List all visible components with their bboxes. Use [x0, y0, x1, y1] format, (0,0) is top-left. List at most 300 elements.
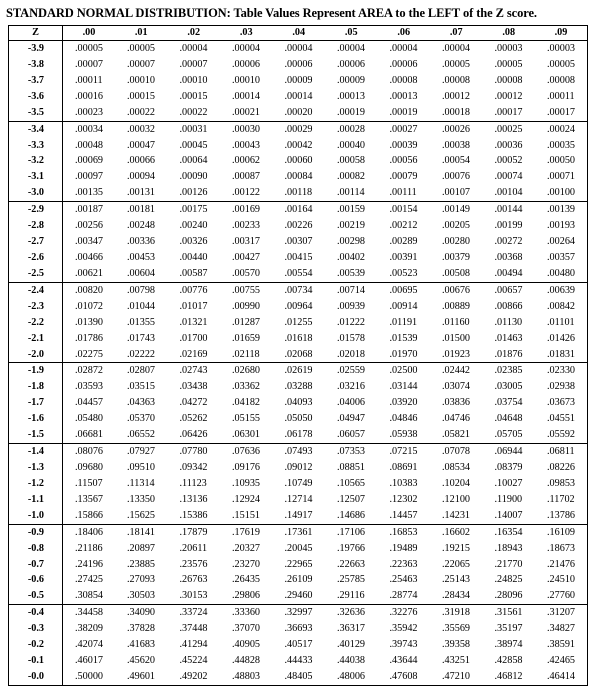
z-score-cell: -1.8 [9, 379, 63, 395]
area-value-cell: .00004 [284, 43, 313, 54]
area-value-cell: .00139 [535, 202, 588, 218]
area-value-cell: .00193 [535, 218, 588, 234]
area-value-cell: .00554 [273, 266, 326, 282]
area-value-cell: .00149 [442, 204, 471, 216]
column-header: .09 [535, 26, 588, 41]
area-value-cell: .02807 [127, 365, 156, 377]
area-value-cell: .08851 [337, 461, 366, 473]
area-value-cell: .35569 [442, 623, 471, 635]
area-value-cell: .16354 [494, 526, 523, 538]
table-row [9, 605, 588, 621]
area-value-cell: .35197 [494, 623, 523, 635]
area-value-cell: .00087 [232, 171, 261, 183]
area-value-cell: .00062 [232, 155, 261, 167]
area-value-cell: .07636 [232, 446, 261, 458]
area-value-cell: .04363 [127, 397, 156, 409]
area-value-cell: .23576 [179, 558, 208, 570]
table-row [9, 169, 588, 185]
area-value-cell: .00034 [75, 123, 104, 135]
area-value-cell: .00003 [494, 43, 523, 54]
area-value-cell: .00084 [284, 171, 313, 183]
area-value-cell: .48006 [325, 669, 378, 685]
area-value-cell: .05592 [535, 427, 588, 443]
column-header: .03 [220, 26, 273, 41]
area-value-cell: .17106 [337, 526, 366, 538]
z-score-cell: -3.7 [9, 73, 63, 89]
area-value-cell: .00368 [494, 251, 523, 263]
column-header: .00 [63, 26, 116, 41]
z-score-cell: -1.3 [9, 460, 63, 476]
table-row [9, 153, 588, 169]
z-score-cell: -3.6 [9, 89, 63, 105]
area-value-cell: .00379 [442, 251, 471, 263]
area-value-cell: .18943 [494, 542, 523, 554]
area-value-cell: .02385 [494, 365, 523, 377]
z-score-cell: -1.0 [9, 508, 63, 524]
area-value-cell: .06681 [63, 427, 116, 443]
column-header: .08 [483, 26, 536, 41]
area-value-cell: .00126 [168, 185, 221, 201]
area-value-cell: .00539 [325, 266, 378, 282]
area-value-cell: .08076 [75, 446, 104, 458]
area-value-cell: .21186 [75, 542, 103, 554]
area-value-cell: .00004 [442, 43, 471, 54]
area-value-cell: .01072 [75, 300, 104, 312]
area-value-cell: .00008 [442, 74, 471, 86]
area-value-cell: .07353 [337, 446, 366, 458]
area-value-cell: .21476 [535, 557, 588, 573]
area-value-cell: .40905 [232, 639, 261, 651]
area-value-cell: .00030 [232, 123, 261, 135]
area-value-cell: .31918 [442, 607, 471, 619]
area-value-cell: .09680 [75, 461, 104, 473]
area-value-cell: .02872 [75, 365, 104, 377]
area-value-cell: .00298 [337, 236, 366, 248]
area-value-cell: .00017 [483, 105, 536, 121]
table-row [9, 105, 588, 121]
area-value-cell: .44828 [232, 655, 261, 667]
area-value-cell: .05050 [284, 413, 313, 425]
area-value-cell: .03144 [389, 381, 418, 393]
area-value-cell: .00042 [284, 139, 313, 151]
area-value-cell: .04947 [337, 413, 366, 425]
area-value-cell: .00391 [389, 251, 418, 263]
area-value-cell: .02222 [115, 347, 168, 363]
area-value-cell: .04272 [179, 397, 208, 409]
area-value-cell: .00440 [179, 251, 208, 263]
area-value-cell: .00039 [389, 139, 418, 151]
area-value-cell: .34090 [127, 607, 156, 619]
z-score-cell: -0.0 [9, 669, 63, 685]
area-value-cell: .23270 [232, 558, 261, 570]
z-score-cell: -2.1 [9, 331, 63, 347]
area-value-cell: .01191 [389, 316, 418, 328]
area-value-cell: .00187 [75, 204, 104, 216]
table-header [9, 26, 588, 41]
area-value-cell: .01659 [232, 332, 261, 344]
area-value-cell: .00058 [337, 155, 366, 167]
z-score-cell: -0.7 [9, 557, 63, 573]
area-value-cell: .00523 [378, 266, 431, 282]
area-value-cell: .00317 [232, 236, 261, 248]
area-value-cell: .10565 [337, 477, 366, 489]
area-value-cell: .00079 [389, 171, 418, 183]
area-value-cell: .20611 [179, 542, 208, 554]
area-value-cell: .00008 [494, 74, 523, 86]
area-value-cell: .27760 [535, 588, 588, 604]
area-value-cell: .05370 [127, 413, 156, 425]
z-score-cell: -1.1 [9, 492, 63, 508]
area-value-cell: .00005 [127, 43, 156, 54]
area-value-cell: .01831 [535, 347, 588, 363]
area-value-cell: .06944 [494, 446, 523, 458]
area-value-cell: .00336 [127, 236, 156, 248]
area-value-cell: .00755 [232, 284, 261, 296]
area-value-cell: .00326 [179, 236, 208, 248]
area-value-cell: .01876 [483, 347, 536, 363]
area-value-cell: .18673 [535, 541, 588, 557]
area-value-cell: .00032 [127, 123, 156, 135]
area-value-cell: .02330 [535, 363, 588, 379]
table-row [9, 121, 588, 137]
area-value-cell: .14007 [483, 508, 536, 524]
area-value-cell: .18406 [75, 526, 104, 538]
area-value-cell: .02442 [442, 365, 471, 377]
area-value-cell: .46414 [535, 669, 588, 685]
area-value-cell: .29116 [325, 588, 378, 604]
area-value-cell: .00074 [494, 171, 523, 183]
area-value-cell: .00889 [442, 300, 471, 312]
area-value-cell: .24825 [494, 574, 523, 586]
area-value-cell: .08691 [389, 461, 418, 473]
area-value-cell: .00199 [494, 220, 523, 232]
area-value-cell: .19215 [442, 542, 471, 554]
area-value-cell: .13350 [127, 493, 156, 505]
area-value-cell: .32636 [337, 607, 366, 619]
area-value-cell: .25785 [337, 574, 366, 586]
z-score-cell: -1.5 [9, 427, 63, 443]
area-value-cell: .00357 [535, 250, 588, 266]
area-value-cell: .00107 [430, 185, 483, 201]
area-value-cell: .00066 [127, 155, 156, 167]
area-value-cell: .02169 [168, 347, 221, 363]
area-value-cell: .03754 [494, 397, 523, 409]
area-value-cell: .36317 [337, 623, 366, 635]
area-value-cell: .02500 [389, 365, 418, 377]
area-value-cell: .00154 [389, 204, 418, 216]
area-value-cell: .00017 [535, 105, 588, 121]
area-value-cell: .22065 [442, 558, 471, 570]
z-score-cell: -3.5 [9, 105, 63, 121]
area-value-cell: .16853 [389, 526, 418, 538]
area-value-cell: .00219 [337, 220, 366, 232]
area-value-cell: .10749 [284, 477, 313, 489]
column-header: .01 [115, 26, 168, 41]
area-value-cell: .00122 [220, 185, 273, 201]
table-row [9, 411, 588, 427]
table-row [9, 492, 588, 508]
area-value-cell: .16109 [535, 524, 588, 540]
area-value-cell: .00010 [179, 74, 208, 86]
area-value-cell: .00111 [378, 185, 431, 201]
area-value-cell: .00038 [442, 139, 471, 151]
area-value-cell: .00016 [75, 90, 104, 102]
area-value-cell: .05155 [232, 413, 261, 425]
area-value-cell: .43251 [442, 655, 471, 667]
area-value-cell: .03836 [442, 397, 471, 409]
area-value-cell: .00071 [535, 169, 588, 185]
table-row [9, 185, 588, 201]
area-value-cell: .00714 [337, 284, 366, 296]
area-value-cell: .00056 [389, 155, 418, 167]
area-value-cell: .06811 [535, 444, 588, 460]
table-row [9, 138, 588, 154]
area-value-cell: .01539 [389, 332, 418, 344]
area-value-cell: .00008 [535, 73, 588, 89]
area-value-cell: .00776 [179, 284, 208, 296]
table-row [9, 508, 588, 524]
area-value-cell: .00587 [168, 266, 221, 282]
area-value-cell: .02619 [284, 365, 313, 377]
z-score-cell: -0.9 [9, 524, 63, 540]
area-value-cell: .00007 [127, 58, 156, 70]
area-value-cell: .00011 [75, 74, 103, 86]
z-table [8, 25, 588, 686]
area-value-cell: .05938 [378, 427, 431, 443]
area-value-cell: .00248 [127, 220, 156, 232]
table-row [9, 363, 588, 379]
table-row [9, 315, 588, 331]
area-value-cell: .20897 [127, 542, 156, 554]
area-value-cell: .14457 [378, 508, 431, 524]
area-value-cell: .00019 [325, 105, 378, 121]
area-value-cell: .00820 [75, 284, 104, 296]
area-value-cell: .01160 [442, 316, 470, 328]
area-value-cell: .31561 [494, 607, 523, 619]
area-value-cell: .00480 [535, 266, 588, 282]
table-row [9, 57, 588, 73]
area-value-cell: .00018 [430, 105, 483, 121]
area-value-cell: .00006 [284, 58, 313, 70]
area-value-cell: .35942 [389, 623, 418, 635]
area-value-cell: .01700 [179, 332, 208, 344]
area-value-cell: .00347 [75, 236, 104, 248]
z-score-cell: -1.4 [9, 444, 63, 460]
area-value-cell: .00734 [284, 284, 313, 296]
area-value-cell: .00866 [494, 300, 523, 312]
area-value-cell: .00570 [220, 266, 273, 282]
area-value-cell: .00240 [179, 220, 208, 232]
area-value-cell: .24510 [535, 572, 588, 588]
area-value-cell: .04746 [442, 413, 471, 425]
area-value-cell: .04093 [284, 397, 313, 409]
z-score-cell: -3.2 [9, 153, 63, 169]
z-score-cell: -3.8 [9, 57, 63, 73]
area-value-cell: .45224 [179, 655, 208, 667]
area-value-cell: .00453 [127, 251, 156, 263]
area-value-cell: .34458 [75, 607, 104, 619]
area-value-cell: .15625 [115, 508, 168, 524]
area-value-cell: .00639 [535, 282, 588, 298]
area-value-cell: .00005 [442, 58, 471, 70]
area-value-cell: .09342 [179, 461, 208, 473]
area-value-cell: .03288 [284, 381, 313, 393]
area-value-cell: .47608 [378, 669, 431, 685]
area-value-cell: .04006 [337, 397, 366, 409]
area-value-cell: .16602 [442, 526, 471, 538]
area-value-cell: .42074 [75, 639, 104, 651]
area-value-cell: .00040 [337, 139, 366, 151]
z-score-cell: -0.2 [9, 637, 63, 653]
column-header: .04 [273, 26, 326, 41]
area-value-cell: .00094 [127, 171, 156, 183]
area-value-cell: .14231 [430, 508, 483, 524]
area-value-cell: .01355 [127, 316, 156, 328]
area-value-cell: .06057 [325, 427, 378, 443]
area-value-cell: .37828 [127, 623, 156, 635]
z-score-cell: -1.9 [9, 363, 63, 379]
area-value-cell: .11507 [75, 477, 103, 489]
area-value-cell: .00466 [75, 251, 104, 263]
area-value-cell: .17619 [232, 526, 261, 538]
area-value-cell: .06426 [168, 427, 221, 443]
area-value-cell: .01970 [378, 347, 431, 363]
area-value-cell: .02938 [535, 379, 588, 395]
area-value-cell: .47210 [430, 669, 483, 685]
area-value-cell: .39358 [442, 639, 471, 651]
z-score-cell: -2.8 [9, 218, 63, 234]
column-header-z: Z [9, 26, 63, 41]
area-value-cell: .08226 [535, 460, 588, 476]
area-value-cell: .00013 [389, 90, 418, 102]
area-value-cell: .00015 [127, 90, 156, 102]
area-value-cell: .09853 [535, 476, 588, 492]
area-value-cell: .00007 [179, 58, 208, 70]
area-value-cell: .44038 [337, 655, 366, 667]
z-score-cell: -3.9 [9, 41, 63, 57]
area-value-cell: .00402 [337, 251, 366, 263]
area-value-cell: .15386 [168, 508, 221, 524]
table-title: STANDARD NORMAL DISTRIBUTION: Table Values Represent AREA to the LEFT of the Z score. [6, 6, 537, 20]
area-value-cell: .00026 [442, 123, 471, 135]
z-score-cell: -0.1 [9, 653, 63, 669]
table-row [9, 202, 588, 218]
area-value-cell: .42858 [494, 655, 523, 667]
area-value-cell: .49601 [115, 669, 168, 685]
area-value-cell: .13136 [179, 493, 208, 505]
area-value-cell: .13786 [535, 508, 588, 524]
area-value-cell: .00013 [337, 90, 366, 102]
area-value-cell: .20045 [284, 542, 313, 554]
area-value-cell: .34827 [535, 621, 588, 637]
area-value-cell: .00264 [535, 234, 588, 250]
z-score-cell: -3.0 [9, 185, 63, 201]
area-value-cell: .00006 [389, 58, 418, 70]
area-value-cell: .10383 [389, 477, 418, 489]
z-score-cell: -1.7 [9, 395, 63, 411]
area-value-cell: .00027 [389, 123, 418, 135]
area-value-cell: .00289 [389, 236, 418, 248]
area-value-cell: .00005 [75, 43, 104, 54]
area-value-cell: .14917 [273, 508, 326, 524]
area-value-cell: .01287 [232, 316, 261, 328]
area-value-cell: .26763 [179, 574, 208, 586]
area-value-cell: .00004 [389, 43, 418, 54]
table-row [9, 234, 588, 250]
area-value-cell: .08534 [442, 461, 471, 473]
area-value-cell: .46017 [75, 655, 104, 667]
area-value-cell: .00964 [284, 300, 313, 312]
area-value-cell: .00023 [63, 105, 116, 121]
area-value-cell: .31207 [535, 605, 588, 621]
area-value-cell: .29806 [220, 588, 273, 604]
area-value-cell: .00097 [75, 171, 104, 183]
column-header: .05 [325, 26, 378, 41]
z-score-cell: -3.1 [9, 169, 63, 185]
area-value-cell: .00052 [494, 155, 523, 167]
area-value-cell: .00003 [535, 41, 588, 57]
area-value-cell: .00169 [232, 204, 261, 216]
area-value-cell: .00226 [284, 220, 313, 232]
area-value-cell: .12302 [389, 493, 418, 505]
z-score-cell: -1.2 [9, 476, 63, 492]
area-value-cell: .00043 [232, 139, 261, 151]
table-row [9, 282, 588, 298]
area-value-cell: .00036 [494, 139, 523, 151]
area-value-cell: .02275 [63, 347, 116, 363]
area-value-cell: .01618 [284, 332, 313, 344]
area-value-cell: .00004 [337, 43, 366, 54]
area-value-cell: .00005 [535, 57, 588, 73]
area-value-cell: .43644 [389, 655, 418, 667]
table-row [9, 266, 588, 282]
area-value-cell: .04182 [232, 397, 261, 409]
area-value-cell: .22965 [284, 558, 313, 570]
z-score-cell: -0.3 [9, 621, 63, 637]
table-row [9, 250, 588, 266]
area-value-cell: .00307 [284, 236, 313, 248]
area-value-cell: .32997 [284, 607, 313, 619]
table-row [9, 444, 588, 460]
table-row [9, 557, 588, 573]
area-value-cell: .00021 [220, 105, 273, 121]
area-value-cell: .00025 [494, 123, 523, 135]
area-value-cell: .00205 [442, 220, 471, 232]
area-value-cell: .08379 [494, 461, 523, 473]
area-value-cell: .18141 [127, 526, 156, 538]
area-value-cell: .01255 [284, 316, 313, 328]
z-score-cell: -3.4 [9, 121, 63, 137]
area-value-cell: .00007 [75, 58, 104, 70]
table-row [9, 379, 588, 395]
area-value-cell: .30854 [63, 588, 116, 604]
area-value-cell: .00621 [63, 266, 116, 282]
area-value-cell: .01426 [535, 331, 588, 347]
area-value-cell: .38209 [75, 623, 104, 635]
area-value-cell: .37448 [179, 623, 208, 635]
area-value-cell: .02680 [232, 365, 261, 377]
area-value-cell: .04846 [389, 413, 418, 425]
area-value-cell: .00045 [179, 139, 208, 151]
table-row [9, 588, 588, 604]
area-value-cell: .05705 [483, 427, 536, 443]
table-row [9, 395, 588, 411]
area-value-cell: .17879 [179, 526, 208, 538]
area-value-cell: .48803 [220, 669, 273, 685]
area-value-cell: .09510 [127, 461, 156, 473]
area-value-cell: .00657 [494, 284, 523, 296]
area-value-cell: .00604 [115, 266, 168, 282]
